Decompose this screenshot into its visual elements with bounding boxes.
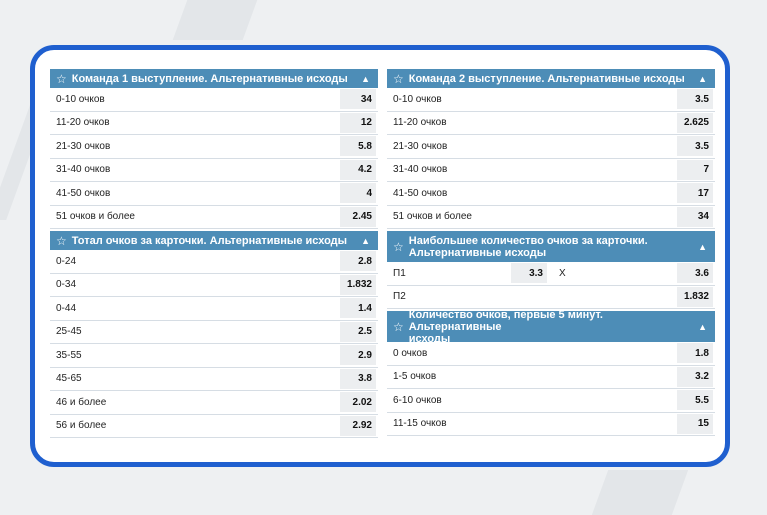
market-first5 xyxy=(387,308,715,436)
betting-frame xyxy=(30,45,730,467)
odds-button[interactable]: 34 xyxy=(340,89,376,109)
outcome-row[interactable] xyxy=(50,182,378,206)
outcome-row[interactable] xyxy=(387,159,715,183)
outcome-row[interactable] xyxy=(387,342,715,366)
odds-button[interactable]: 2.9 xyxy=(340,345,376,365)
odds-button[interactable]: 5.8 xyxy=(340,136,376,156)
background-stripe xyxy=(592,470,688,515)
outcome-row[interactable] xyxy=(50,391,378,415)
market-title-line: Количество очков, первые 5 минут. Альтернативные xyxy=(408,308,603,333)
outcome-label: 0-34 xyxy=(56,279,77,291)
market-header[interactable] xyxy=(387,231,715,262)
market-header[interactable] xyxy=(387,69,715,88)
chevron-up-icon[interactable]: ▲ xyxy=(698,73,707,84)
market-title xyxy=(409,235,692,259)
outcome-row[interactable] xyxy=(387,413,715,437)
background-stripe xyxy=(173,0,258,40)
outcome-row[interactable] xyxy=(387,135,715,159)
outcome-row[interactable] xyxy=(387,182,715,206)
odds-button[interactable]: 4 xyxy=(340,183,376,203)
outcome-label: 21-30 очков xyxy=(56,140,111,152)
odds-button[interactable]: 2.45 xyxy=(340,207,376,227)
market-title: Тотал очков за карточки. Альтернативные исходы xyxy=(71,234,348,247)
outcome-row[interactable] xyxy=(387,262,715,286)
outcome-label: П2 xyxy=(393,291,406,303)
market-team1 xyxy=(50,69,378,229)
outcome-row[interactable] xyxy=(387,112,715,136)
outcome-label: 45-65 xyxy=(56,373,82,385)
outcome-label: 35-55 xyxy=(56,349,82,361)
star-icon[interactable]: ☆ xyxy=(393,319,404,334)
outcome-label: 0-10 очков xyxy=(56,93,105,105)
outcome-row[interactable] xyxy=(50,415,378,439)
chevron-up-icon[interactable]: ▲ xyxy=(698,241,707,252)
odds-button[interactable]: 4.2 xyxy=(340,160,376,180)
outcome-row[interactable] xyxy=(387,206,715,230)
outcome-row[interactable] xyxy=(387,389,715,413)
outcome-row[interactable] xyxy=(50,344,378,368)
outcome-label: 11-20 очков xyxy=(56,117,110,129)
outcome-label: 0 очков xyxy=(393,347,428,359)
market-title xyxy=(409,309,692,345)
outcome-label: 31-40 очков xyxy=(56,164,111,176)
odds-button[interactable]: 2.8 xyxy=(340,251,376,271)
star-icon[interactable]: ☆ xyxy=(393,71,404,86)
outcome-label: 11-20 очков xyxy=(393,117,447,129)
outcome-row[interactable] xyxy=(50,274,378,298)
outcome-row[interactable] xyxy=(50,206,378,230)
odds-button[interactable]: 3.8 xyxy=(340,369,376,389)
market-team2 xyxy=(387,69,715,229)
outcome-label: 56 и более xyxy=(56,420,107,432)
odds-button[interactable]: 2.92 xyxy=(340,416,376,436)
odds-button[interactable]: 3.5 xyxy=(677,89,713,109)
market-title-line: Наибольшее количество очков за карточки. xyxy=(408,234,648,247)
odds-button[interactable]: 12 xyxy=(340,113,376,133)
market-header[interactable] xyxy=(50,69,378,88)
star-icon[interactable]: ☆ xyxy=(393,239,404,254)
market-total xyxy=(50,231,378,438)
left-column xyxy=(50,69,378,440)
outcome-label: 11-15 очков xyxy=(393,418,447,430)
outcome-label: 41-50 очков xyxy=(56,187,111,199)
market-title-line: исходы xyxy=(408,332,451,345)
odds-button[interactable]: 2.625 xyxy=(677,113,713,133)
outcome-label: 51 очков и более xyxy=(56,211,135,223)
outcome-label: 21-30 очков xyxy=(393,140,448,152)
chevron-up-icon[interactable]: ▲ xyxy=(361,73,370,84)
odds-button[interactable]: 2.02 xyxy=(340,392,376,412)
outcome-label: П1 xyxy=(393,267,406,279)
outcome-row[interactable] xyxy=(50,297,378,321)
outcome-label: 0-24 xyxy=(56,255,77,267)
market-title-line: Альтернативные исходы xyxy=(408,246,547,259)
chevron-up-icon[interactable]: ▲ xyxy=(698,321,707,332)
outcome-label: 51 очков и более xyxy=(393,211,472,223)
outcome-label: 6-10 очков xyxy=(393,394,442,406)
outcome-label: 0-44 xyxy=(56,302,77,314)
outcome-row[interactable] xyxy=(50,135,378,159)
market-header[interactable] xyxy=(50,231,378,250)
odds-button[interactable]: 7 xyxy=(677,160,713,180)
outcome-label: 1-5 очков xyxy=(393,371,437,383)
odds-button[interactable]: 1.4 xyxy=(340,298,376,318)
outcome-row[interactable] xyxy=(387,88,715,112)
odds-button[interactable]: 3.2 xyxy=(677,367,713,387)
right-column xyxy=(387,69,715,438)
odds-button[interactable]: 34 xyxy=(677,207,713,227)
outcome-label: 0-10 очков xyxy=(393,93,442,105)
star-icon[interactable]: ☆ xyxy=(56,71,67,86)
outcome-label: X xyxy=(559,267,566,279)
outcome-row[interactable] xyxy=(50,159,378,183)
outcome-row[interactable] xyxy=(50,368,378,392)
market-most-points xyxy=(387,231,715,309)
odds-button[interactable]: 3.3 xyxy=(511,263,547,283)
odds-button[interactable]: 15 xyxy=(677,414,713,434)
odds-button[interactable]: 3.5 xyxy=(677,136,713,156)
outcome-row[interactable] xyxy=(50,88,378,112)
market-title: Команда 2 выступление. Альтернативные исходы xyxy=(408,72,685,85)
chevron-up-icon[interactable]: ▲ xyxy=(361,235,370,246)
outcome-label: 31-40 очков xyxy=(393,164,448,176)
outcome-label: 46 и более xyxy=(56,396,107,408)
outcome-row[interactable] xyxy=(50,321,378,345)
odds-button[interactable]: 1.832 xyxy=(340,275,376,295)
odds-button[interactable]: 17 xyxy=(677,183,713,203)
outcome-row[interactable] xyxy=(50,112,378,136)
market-title: Команда 1 выступление. Альтернативные исходы xyxy=(71,72,348,85)
odds-button[interactable]: 1.8 xyxy=(677,343,713,363)
outcome-label: 25-45 xyxy=(56,326,82,338)
odds-button[interactable]: 5.5 xyxy=(677,390,713,410)
outcome-label: 41-50 очков xyxy=(393,187,448,199)
star-icon[interactable]: ☆ xyxy=(56,233,67,248)
outcome-row[interactable] xyxy=(50,250,378,274)
outcome-row[interactable] xyxy=(387,286,715,310)
outcome-row[interactable] xyxy=(387,366,715,390)
odds-button[interactable]: 1.832 xyxy=(677,287,713,307)
odds-button[interactable]: 3.6 xyxy=(677,263,713,283)
odds-button[interactable]: 2.5 xyxy=(340,322,376,342)
market-header[interactable] xyxy=(387,308,715,345)
